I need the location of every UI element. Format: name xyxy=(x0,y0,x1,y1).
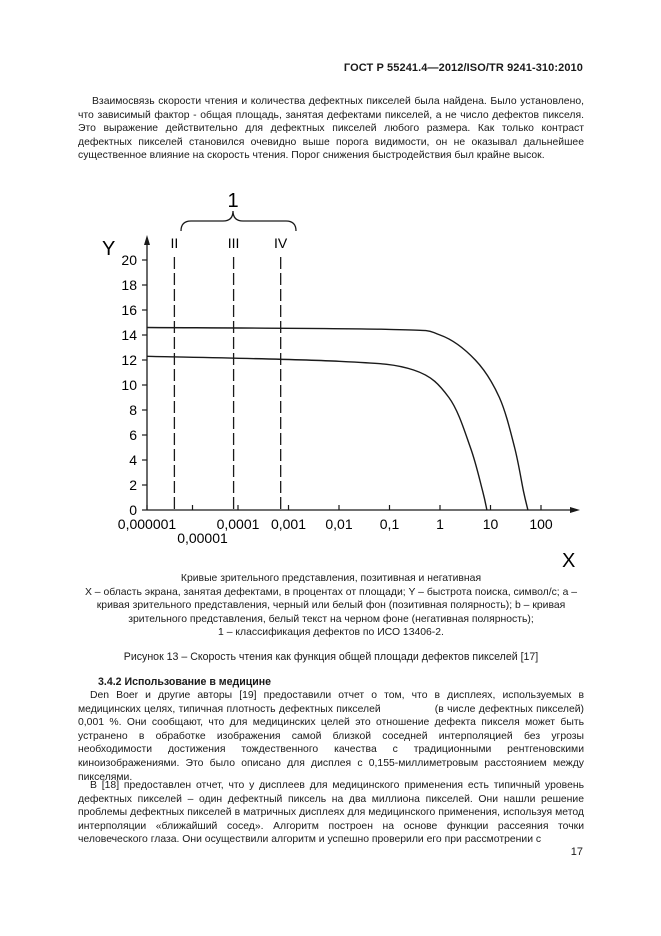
y-tick-label: 12 xyxy=(121,352,137,368)
x-tick-label: 0,001 xyxy=(270,516,307,532)
x-tick-label: 0,1 xyxy=(379,516,400,532)
y-tick-label: 14 xyxy=(121,327,137,343)
intro-paragraph: Взаимосвязь скорости чтения и количества дефектных пикселей была найдена. Было установлено, что зависимый фактор - общая площадь, занятая дефектами пикселей, а не число дефектов пикселя. Это выражение действительно для дефектных пикселей любого размера. Как только контраст дефектных пикселей становился очевидно выше порога видимости, он не оказывал дальнейшее существенное влияние на скорость чтения. Порог снижения быстродействия был крайне высок. xyxy=(78,96,584,162)
class-boundary-label: IV xyxy=(274,235,288,251)
y-tick-label: 16 xyxy=(121,302,137,318)
y-tick-label: 20 xyxy=(121,252,137,268)
paragraph-medical-2: В [18] предоставлен отчет, что у дисплеев для медицинского применения есть типичный уровень дефектных пикселей – один дефектный пиксель на два миллиона пикселей. Они нашли решение проблемы дефектных пикселей в матричных дисплеях для медицинского применения, используя метод интерполяции «ближайший сосед». Алгоритм построен на основе функции рассеяния точки человеческого глаза. Они осуществили алгоритм и успешно проверили его при рассмотрении с xyxy=(78,780,584,846)
caption-line-2: X – область экрана, занятая дефектами, в процентах от площади; Y – быстрота поиска, символ/с; a – xyxy=(84,586,578,598)
y-tick-label: 6 xyxy=(129,427,137,443)
chart-axes xyxy=(144,235,580,513)
y-tick-label: 18 xyxy=(121,277,137,293)
standard-header: ГОСТ Р 55241.4—2012/ISO/TR 9241-310:2010 xyxy=(343,62,583,74)
classification-bracket-label: 1 xyxy=(227,190,239,212)
caption-line-1: Кривые зрительного представления, позитивная и негативная xyxy=(180,573,482,584)
x-tick-label-row2: 0,00001 xyxy=(177,530,228,546)
x-axis-label: X xyxy=(562,550,576,570)
y-axis-label: Y xyxy=(102,238,116,260)
classification-bracket xyxy=(181,211,296,231)
x-tick-label: 0,0001 xyxy=(216,516,260,532)
series-curve-a xyxy=(147,328,528,511)
caption-line-5: 1 – классификация дефектов по ИСО 13406-2. xyxy=(218,627,444,639)
y-tick-label: 2 xyxy=(129,477,137,493)
paragraph-medical-1: Den Boer и другие авторы [19] предоставили отчет о том, что в дисплеях, используемых в медицинских целях, типичная плотность дефектных пикселей (в числе дефектных пикселей) 0,001 %. Они сообщают, что для медицинских целей это отношение дефекта пикселя может быть устранено в обработке изображения самой близкой соседней интерполяцией без угрозы необходимости достижения тождественного качества с традиционными рентгеновскими киноизображениями. Это было описано для дисплея с 0,155-миллиметровым расстоянием между пикселями. xyxy=(78,690,587,783)
x-tick-label: 0,000001 xyxy=(117,516,177,532)
x-axis-arrow xyxy=(570,507,580,513)
reading-speed-figure xyxy=(60,185,620,570)
x-tick-label: 1 xyxy=(436,516,444,532)
x-tick-label: 10 xyxy=(482,516,499,532)
x-tick-label: 0,01 xyxy=(325,516,353,532)
page-number: 17 xyxy=(570,846,583,858)
y-tick-label: 8 xyxy=(129,402,137,418)
caption-line-4: зрительного представления, белый текст на черном фоне (негативная полярность); xyxy=(128,613,534,625)
y-axis-arrow xyxy=(144,235,150,245)
section-heading: 3.4.2 Использование в медицине xyxy=(98,676,272,688)
x-tick-label: 100 xyxy=(529,516,553,532)
y-tick-label: 0 xyxy=(129,502,137,518)
y-tick-label: 10 xyxy=(121,377,137,393)
figure-caption xyxy=(44,572,618,640)
figure-title: Рисунок 13 – Скорость чтения как функция общей площади дефектов пикселей [17] xyxy=(123,651,539,663)
y-tick-label: 4 xyxy=(129,452,137,468)
reading-speed-chart xyxy=(60,185,620,570)
caption-line-3: кривая зрительного представления, черный или белый фон (позитивная полярность); b – кривая xyxy=(96,600,566,612)
series-curve-b xyxy=(147,356,487,510)
class-boundary-label: II xyxy=(170,235,179,251)
class-boundary-label: III xyxy=(227,235,240,251)
